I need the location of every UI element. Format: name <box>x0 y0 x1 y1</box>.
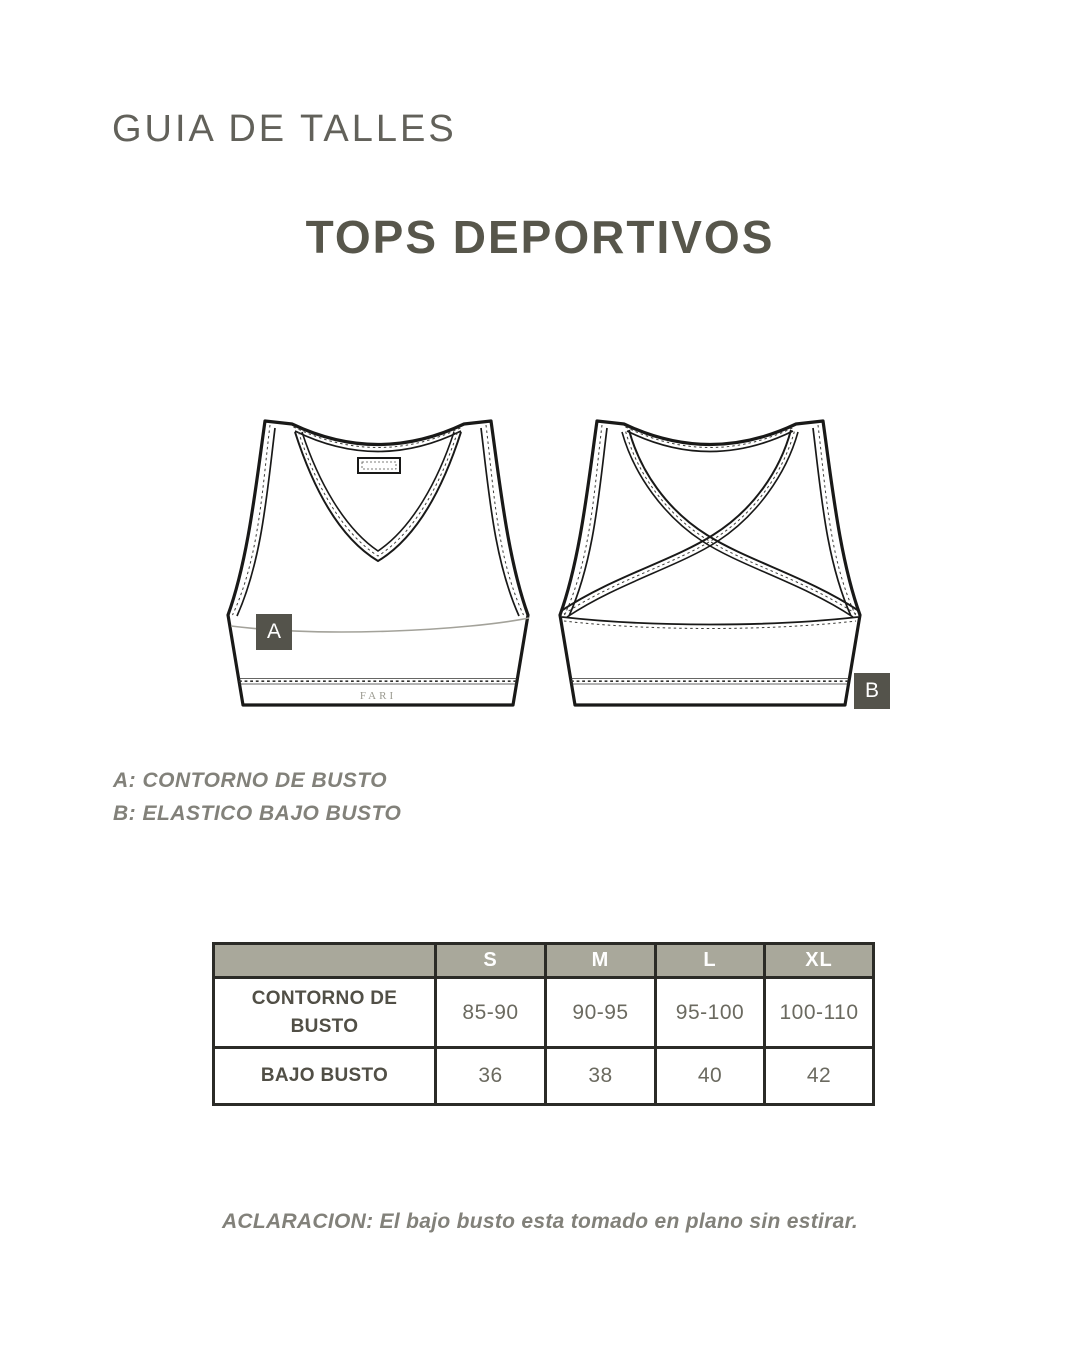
measure-legend <box>113 764 401 830</box>
size-column-m: M <box>546 944 656 978</box>
row-label: BAJO BUSTO <box>214 1048 436 1105</box>
size-column-xl: XL <box>765 944 874 978</box>
cell-value: 36 <box>436 1048 546 1105</box>
cell-value: 85-90 <box>436 978 546 1048</box>
cell-value: 38 <box>546 1048 656 1105</box>
size-column-l: L <box>656 944 765 978</box>
cell-value: 40 <box>656 1048 765 1105</box>
size-column-s: S <box>436 944 546 978</box>
table-row-bajo-busto <box>214 1048 874 1105</box>
sports-top-back-drawing <box>550 415 870 715</box>
brand-logo: FARI <box>359 690 397 702</box>
cell-value: 100-110 <box>765 978 874 1048</box>
row-label: CONTORNO DE BUSTO <box>214 978 436 1048</box>
page-heading: GUIA DE TALLES <box>112 108 457 150</box>
cell-value: 90-95 <box>546 978 656 1048</box>
cell-value: 42 <box>765 1048 874 1105</box>
size-table-corner-cell <box>214 944 436 978</box>
measure-marker-a: A <box>256 614 292 650</box>
size-table-header-row <box>214 944 874 978</box>
table-row-contorno-de-busto <box>214 978 874 1048</box>
cell-value: 95-100 <box>656 978 765 1048</box>
sports-top-front-drawing <box>218 415 538 715</box>
brand-label-patch <box>358 458 400 473</box>
measure-marker-b: B <box>854 673 890 709</box>
garment-outline <box>560 421 860 705</box>
legend-line-b: B: ELASTICO BAJO BUSTO <box>113 802 402 825</box>
legend-line-a: A: CONTORNO DE BUSTO <box>113 769 388 792</box>
size-table <box>212 942 875 1106</box>
page-title: TOPS DEPORTIVOS <box>305 211 775 263</box>
clarification-note: ACLARACION: El bajo busto esta tomado en plano sin estirar. <box>221 1210 859 1233</box>
garment-diagrams <box>210 408 910 720</box>
